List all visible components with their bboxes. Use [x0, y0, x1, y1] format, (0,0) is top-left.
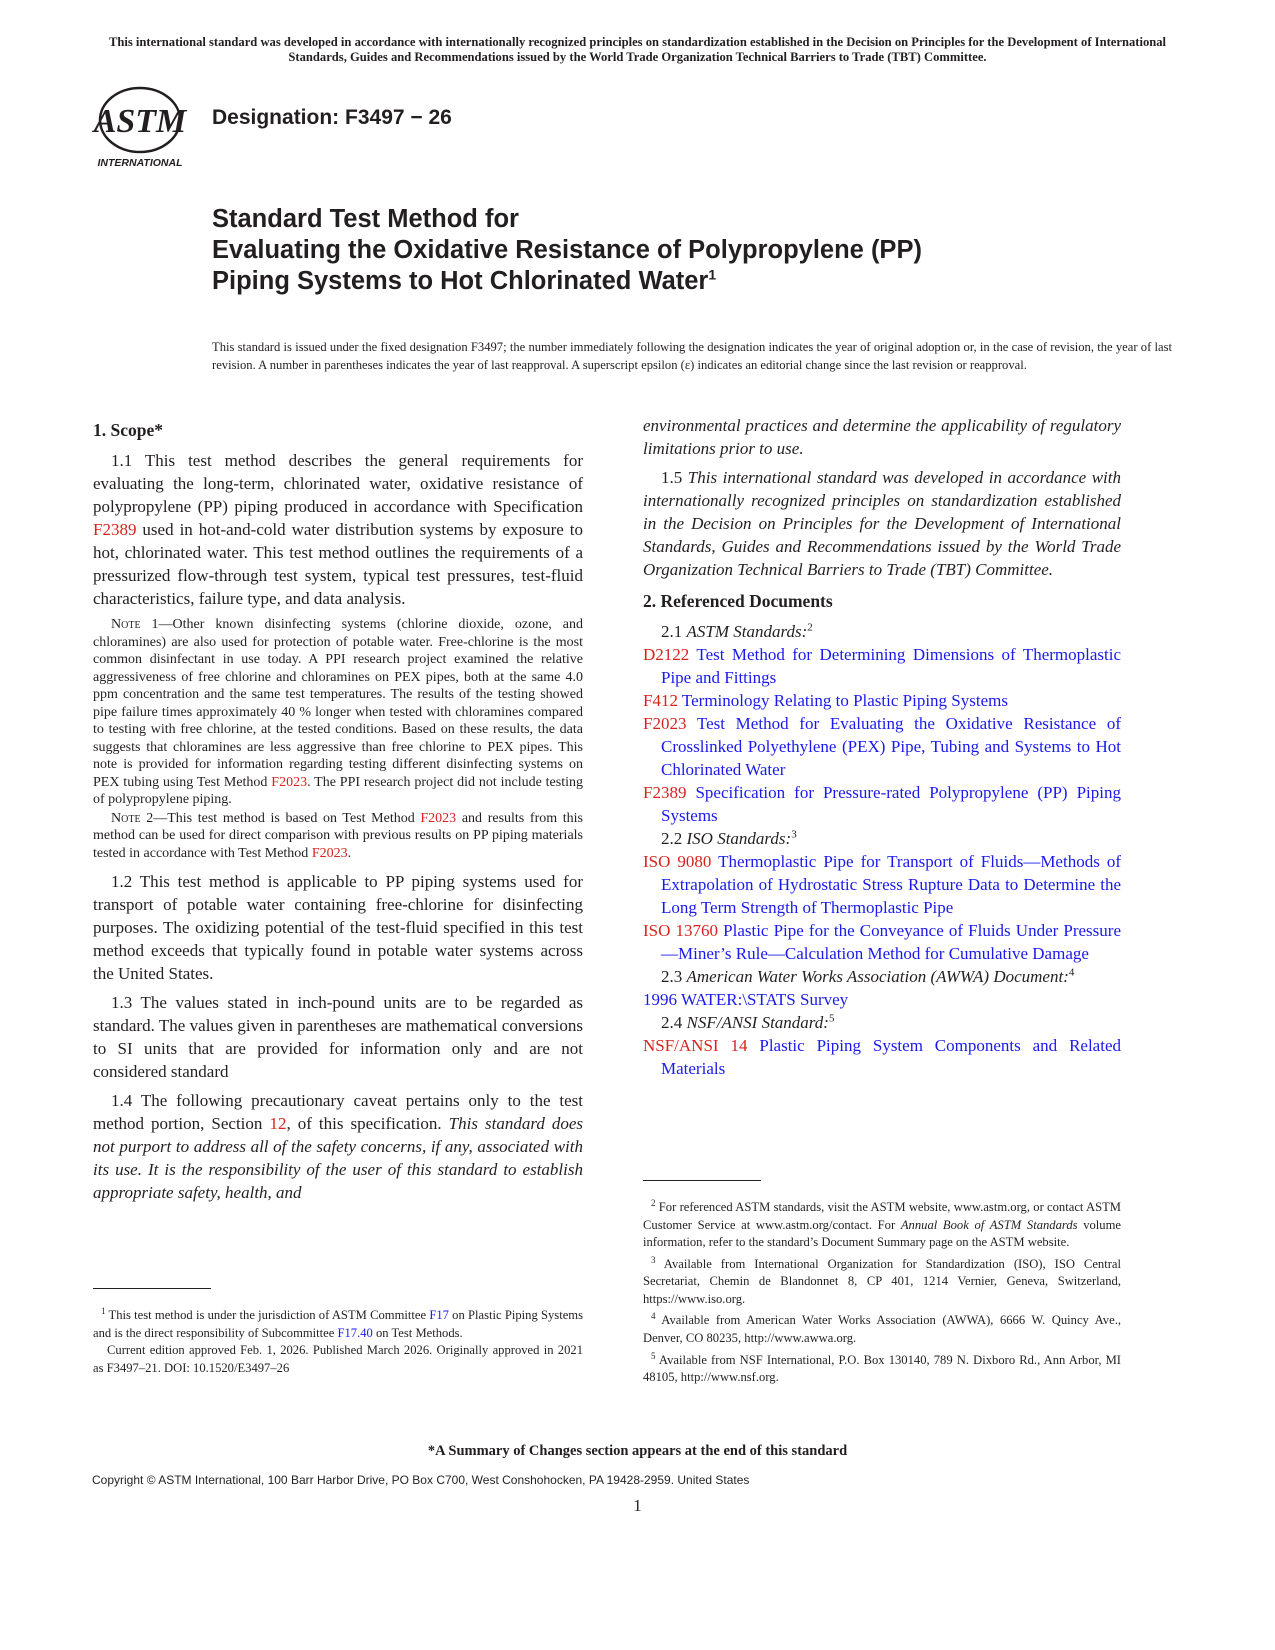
footnote-2: $^2$ For referenced ASTM standards, visit the ASTM website, www.astm.org, or contact ASTM Customer Service at www.astm.org/contact. For Annual Book of ASTM Standards volume information, refer to the standard’s Document Summary page on the ASTM website.: [643, 1198, 1121, 1250]
footnote-4: $^4$ Available from American Water Works Association (AWWA), 6666 W. Quincy Ave., Denver, CO 80235, http://www.awwa.org.: [643, 1311, 1121, 1346]
document-title: [212, 204, 922, 297]
top-notice: This international standard was developed in accordance with internationally recognized principles on standardization established in the Decision on Principles for the Development of International Standards, Guides and Recommendations issued by the World Trade Organization Technical Barriers to Trade (TBT) Committee.: [108, 35, 1167, 64]
designation: Designation: F3497 − 26: [212, 106, 452, 129]
ref-item[interactable]: 1996 WATER:\STATS Survey: [643, 990, 849, 1009]
section-2-1: 2.1 ASTM Standards:$^2$: [661, 621, 813, 641]
logo-brand: ASTM: [93, 103, 187, 140]
section-2-3: 2.3 American Water Works Association (AWWA) Document:$^4$: [661, 966, 1075, 986]
footnote-5: $^5$ Available from NSF International, P.O. Box 130140, 789 N. Dixboro Rd., Ann Arbor, MI 48105, http://www.nsf.org.: [643, 1350, 1121, 1385]
footnote-1: $^1$ This test method is under the jurisdiction of ASTM Committee F17 on Plastic Piping Systems and is the direct responsibility of Subcommittee F17.40 on Test Methods.: [93, 1306, 583, 1340]
title-line-1: Standard Test Method for: [212, 205, 519, 233]
para-1-4-cont: environmental practices and determine the applicability of regulatory limitations prior to use.: [643, 416, 1121, 458]
page-number: 1: [633, 1496, 642, 1515]
ref-item[interactable]: NSF/ANSI 14 Plastic Piping System Components and Related Materials: [643, 1036, 1121, 1078]
scope-heading: 1. Scope*: [93, 420, 163, 440]
copyright: Copyright © ASTM International, 100 Barr Harbor Drive, PO Box C700, West Conshohocken, PA 19428-2959. United States: [92, 1473, 750, 1487]
ref-item[interactable]: F2389 Specification for Pressure-rated Polypropylene (PP) Piping Systems: [643, 783, 1121, 825]
committee-link-f17[interactable]: F17: [429, 1308, 449, 1323]
footnote-rule: [643, 1180, 761, 1181]
note-1: Note 1—Other known disinfecting systems (chlorine dioxide, ozone, and chloramines) are also used for protection of potable water. Free-chlorine is the most common disinfectant in use today. A PPI research project examined the relative aggressiveness of free chlorine and chloramines on PEX pipes, both at the same 4.0 ppm concentration and the same test temperatures. The results of the testing showed pipe failure times approximately 40 % longer when tested with chloramines compared to testing with free chlorine, at the tested conditions. Based on these results, the data suggests that chloramines are less aggressive than free chlorine to PEX pipes. This note is provided for information regarding testing different disinfecting systems on PEX tubing using Test Method F2023. The PPI research project did not include testing of polypropylene piping.: [93, 617, 583, 807]
title-footnote-mark[interactable]: 1: [708, 266, 717, 283]
footnote-3: $^3$ Available from International Organization for Standardization (ISO), ISO Central Secretariat, Chemin de Blandonnet 8, CP 401, 1214 Vernier, Geneva, Switzerland, https://www.iso.org.: [643, 1254, 1121, 1306]
ref-item[interactable]: D2122 Test Method for Determining Dimensions of Thermoplastic Pipe and Fittings: [643, 645, 1121, 687]
left-footnotes: [93, 1288, 583, 1377]
edition-note: Current edition approved Feb. 1, 2026. Published March 2026. Originally approved in 2021 as F3497–21. DOI: 10.1520/E3497–26: [93, 1343, 583, 1375]
summary-of-changes-note: *A Summary of Changes section appears at the end of this standard: [427, 1443, 848, 1459]
ref-item[interactable]: ISO 13760 Plastic Pipe for the Conveyance of Fluids Under Pressure—Miner’s Rule—Calculation Method for Cumulative Damage: [643, 921, 1121, 963]
right-column: [643, 414, 1121, 1080]
title-line-3: Piping Systems to Hot Chlorinated Water$^1$: [212, 266, 717, 295]
ref-item[interactable]: F2023 Test Method for Evaluating the Oxidative Resistance of Crosslinked Polyethylene (PEX) Pipe, Tubing and Systems to Hot Chlorinated Water: [643, 714, 1121, 779]
title-line-2: Evaluating the Oxidative Resistance of Polypropylene (PP): [212, 236, 922, 264]
ref-item[interactable]: F412 Terminology Relating to Plastic Piping Systems: [643, 691, 1008, 710]
note-2: Note 2—This test method is based on Test Method F2023 and results from this method can be used for direct comparison with previous results on PP piping materials tested in accordance with Test Method F2023.: [93, 810, 583, 861]
section-link-12[interactable]: 12: [269, 1114, 287, 1133]
ref-item[interactable]: ISO 9080 Thermoplastic Pipe for Transport of Fluids—Methods of Extrapolation of Hydrostatic Stress Rupture Data to Determine the Long Term Strength of Thermoplastic Pipe: [643, 852, 1121, 917]
para-1-5: 1.5 This international standard was developed in accordance with internationally recognized principles on standardization established in the Decision on Principles for the Development of International Standards, Guides and Recommendations issued by the World Trade Organization Technical Barriers to Trade (TBT) Committee.: [643, 468, 1121, 579]
logo-subtitle: INTERNATIONAL: [97, 157, 183, 169]
ref-link-f2023[interactable]: F2023: [311, 845, 348, 861]
referenced-docs-heading: 2. Referenced Documents: [643, 591, 833, 611]
right-footnotes: [643, 1180, 1121, 1387]
iso-ref-list: [643, 850, 1121, 965]
footnote-rule: [93, 1288, 211, 1289]
section-2-4: 2.4 NSF/ANSI Standard:$^5$: [661, 1012, 835, 1032]
astm-ref-list: [643, 643, 1121, 827]
ref-link-f2023[interactable]: F2023: [271, 774, 308, 790]
astm-logo-icon: [92, 82, 192, 172]
para-1-2: 1.2 This test method is applicable to PP piping systems used for transport of potable water containing free-chlorine for disinfecting purposes. The oxidizing potential of the test-fluid specified in this test method exceeds that typically found in potable water systems across the United States.: [93, 872, 583, 983]
para-1-4: 1.4 The following precautionary caveat pertains only to the test method portion, Section 12, of this specification. This standard does not purport to address all of the safety concerns, if any, associated with its use. It is the responsibility of the user of this standard to establish appropriate safety, health, and: [93, 1091, 584, 1202]
left-column: [93, 414, 583, 1210]
ref-link-f2023[interactable]: F2023: [420, 810, 457, 826]
para-1-3: 1.3 The values stated in inch-pound units are to be regarded as standard. The values given in parentheses are mathematical conversions to SI units that are provided for information only and are not considered standard: [93, 993, 583, 1081]
ref-link-f2389[interactable]: F2389: [93, 520, 137, 539]
section-2-2: 2.2 ISO Standards:$^3$: [661, 828, 797, 848]
issued-note: This standard is issued under the fixed designation F3497; the number immediately following the designation indicates the year of original adoption or, in the case of revision, the year of last revision. A number in parentheses indicates the year of last reapproval. A superscript epsilon (ε) indicates an editorial change since the last revision or reapproval.: [212, 340, 1172, 372]
para-1-1: 1.1 This test method describes the general requirements for evaluating the long-term, chlorinated water, oxidative resistance of polypropylene (PP) piping produced in accordance with Specification F2389 used in hot-and-cold water distribution systems by exposure to hot, chlorinated water. This test method outlines the requirements of a pressurized flow-through test system, typical test pressures, test-fluid characteristics, failure type, and data analysis.: [93, 451, 583, 608]
subcommittee-link-f17-40[interactable]: F17.40: [337, 1325, 373, 1340]
